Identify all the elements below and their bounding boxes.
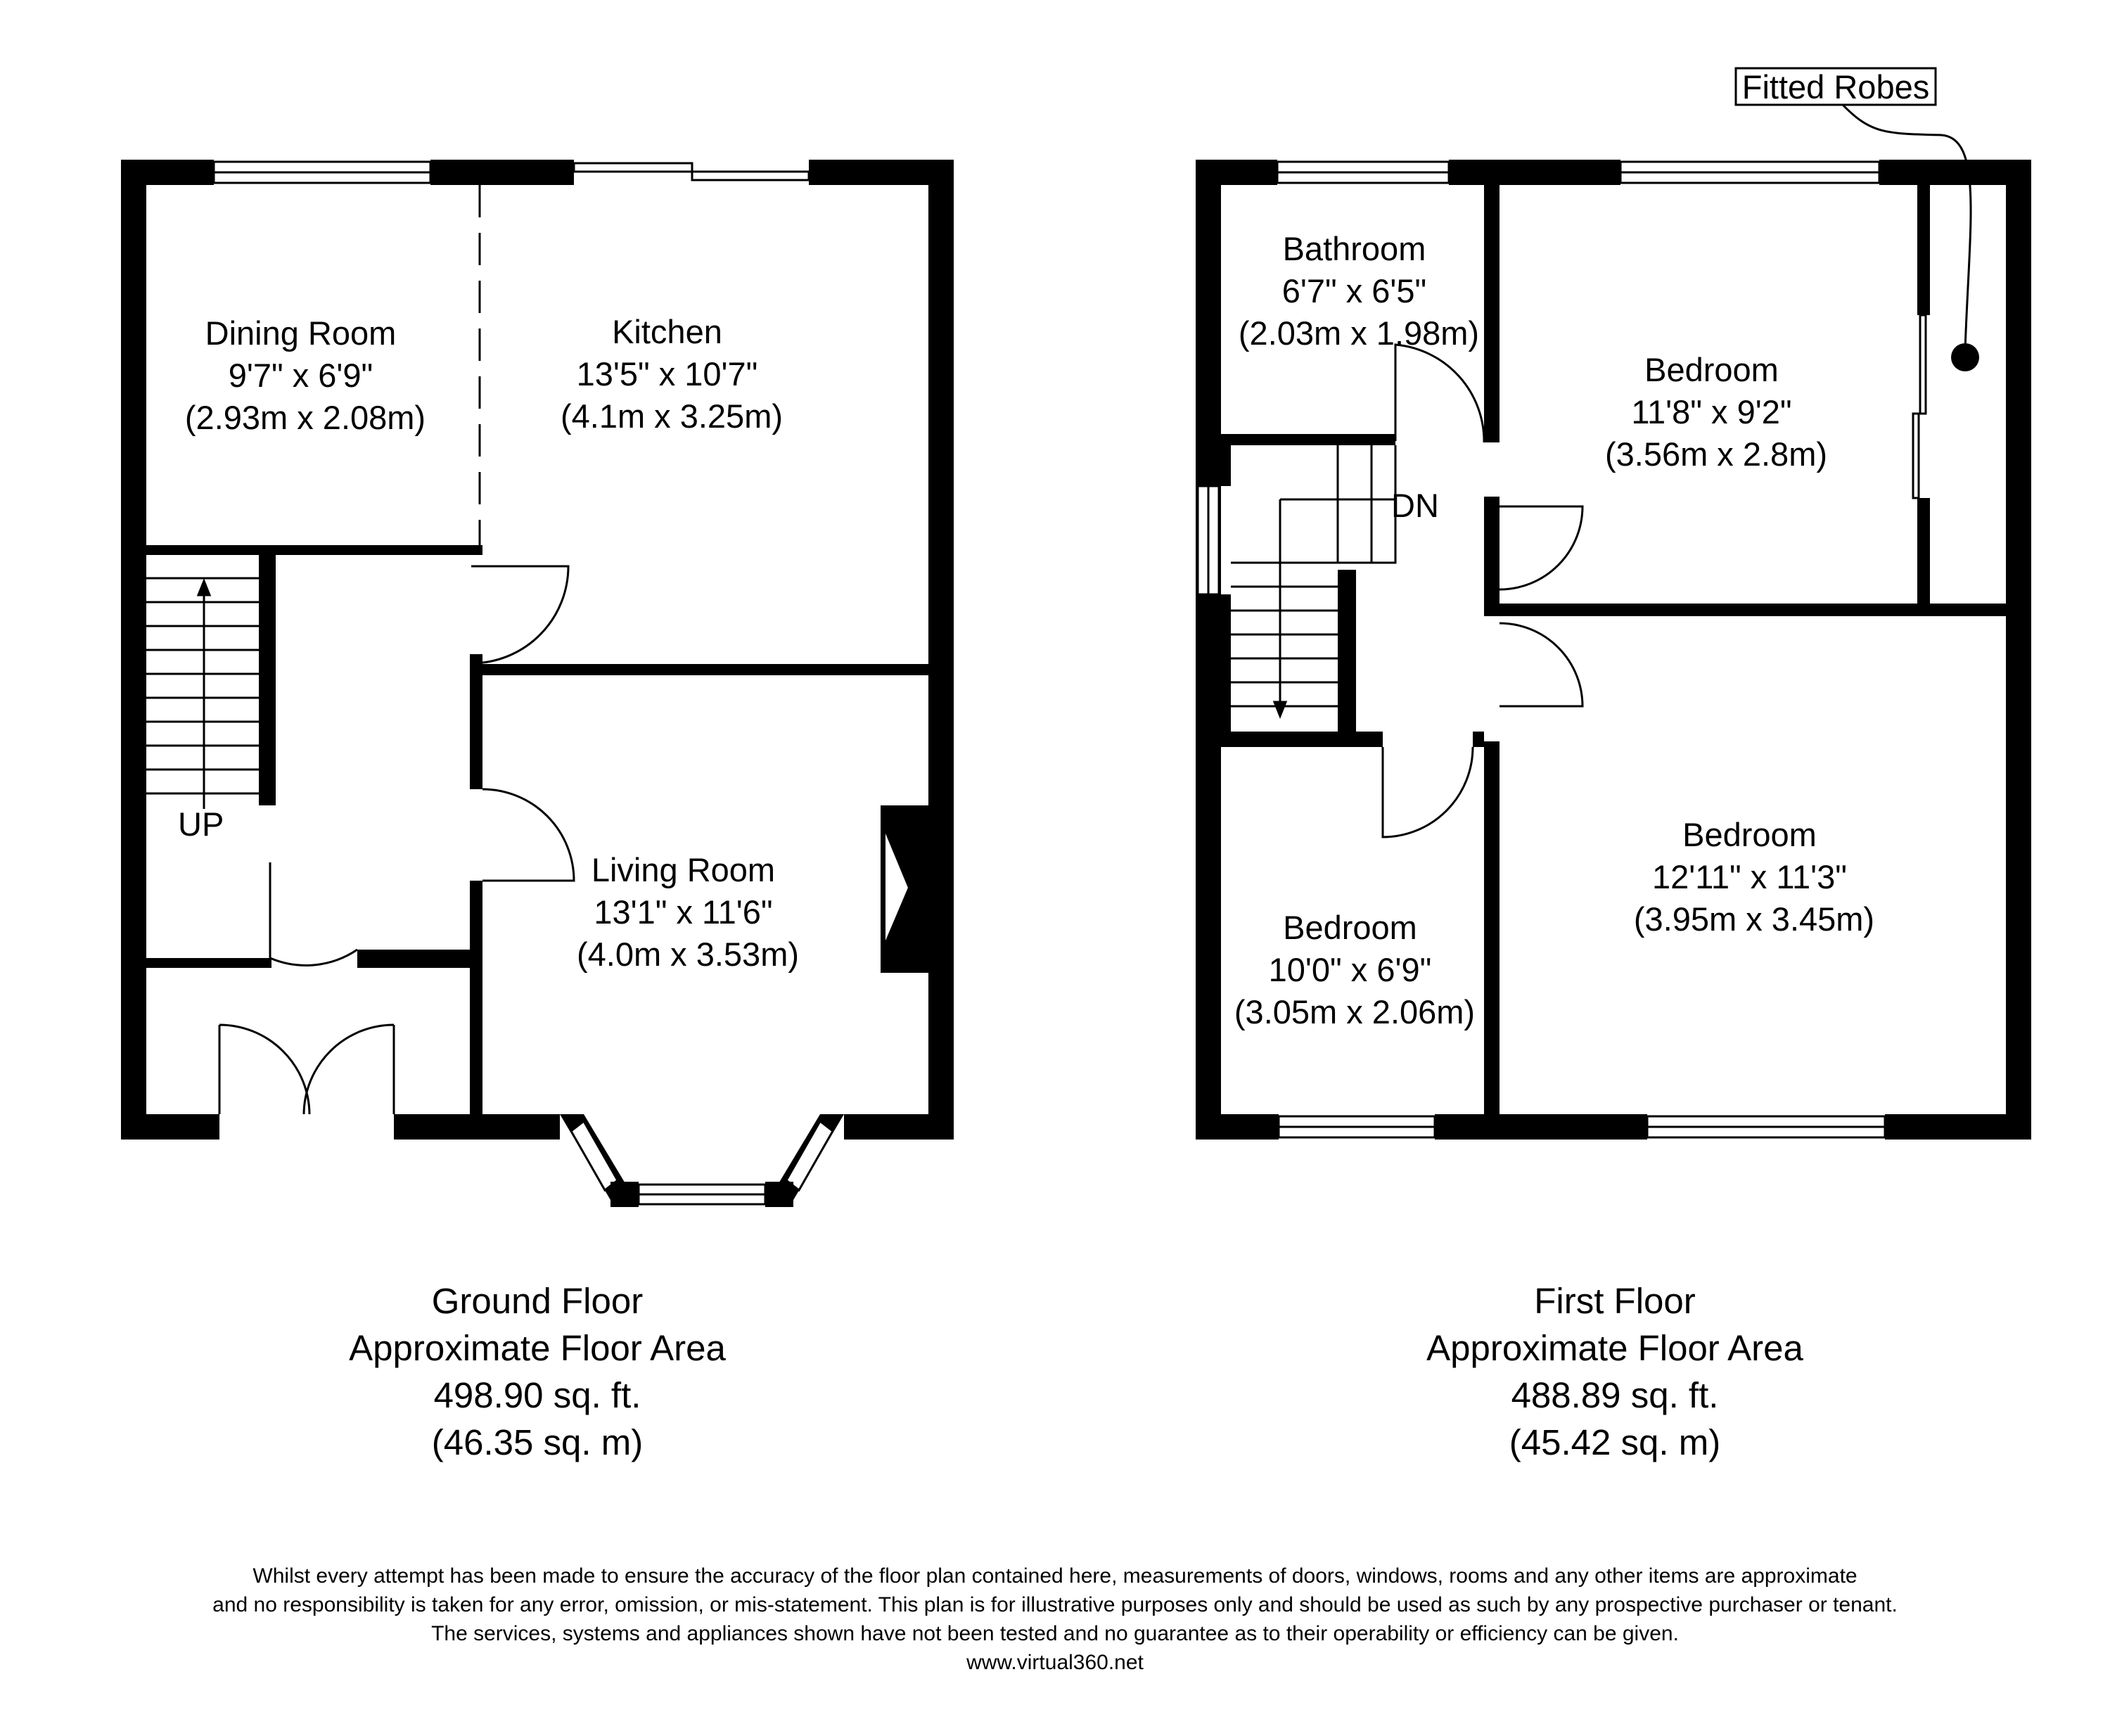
stairs-up-label: UP [178,805,224,843]
room-name-kitchen: Kitchen [612,313,722,350]
room-size-metric-bedroom-1: (3.56m x 2.8m) [1604,435,1828,473]
room-size-metric-kitchen: (4.1m x 3.25m) [560,397,784,435]
svg-text:Dining Room 9'7" x 6'9" [185,314,426,436]
room-name-dining: Dining Room [205,314,397,352]
svg-text:Living Room 13'1" x 11'6 [577,851,799,973]
svg-text:Kitchen 13'5" x 10'7" [561,313,783,435]
disclaimer-line-3: The services, systems and appliances shown have not been tested and no guarantee as to their operability or efficiency can be given. [431,1622,1679,1645]
room-name-bathroom: Bathroom [1282,230,1426,267]
room-size-metric-dining: (2.93m x 2.08m) [184,399,426,436]
disclaimer-line-1: Whilst every attempt has been made to ensure the accuracy of the floor plan contained here, measurements of doors, windows, rooms and any other items are approximate [252,1564,1858,1588]
svg-text:Bedroom 12'11" x 11'3" [1634,816,1874,938]
fitted-robes-label: Fitted Robes [1741,68,1930,106]
room-size-imperial-bedroom-3: 10'0" x 6'9" [1268,951,1432,988]
first-floor-plan [1196,68,2031,1140]
disclaimer [28,1562,2082,1677]
fitted-robes-doors [1913,315,1926,498]
svg-text:Bedroom 11'8" x 9'2" [1605,351,1827,473]
room-size-metric-living: (4.0m x 3.53m) [576,936,800,973]
first-floor-title: First Floor [1534,1281,1696,1321]
room-size-metric-bedroom-2: (3.95m x 3.45m) [1633,900,1875,938]
website-link[interactable]: www.virtual360.net [966,1651,1144,1674]
first-floor-subtitle: Approximate Floor Area [1426,1328,1803,1368]
first-floor-caption [1298,1277,1931,1466]
room-name-living: Living Room [591,851,776,888]
room-name-bedroom-1: Bedroom [1644,351,1779,388]
ground-floor-stairs [146,578,259,809]
bay-window [560,1114,844,1207]
first-floor-stairs [1231,445,1395,716]
room-name-bedroom-3: Bedroom [1283,909,1417,946]
room-size-metric-bathroom: (2.03m x 1.98m) [1238,314,1480,352]
fitted-robes-callout [1736,68,1979,371]
room-size-imperial-bathroom: 6'7" x 6'5" [1281,272,1427,309]
first-floor-area-sqm: (45.42 sq. m) [1509,1422,1721,1462]
room-size-metric-bedroom-3: (3.05m x 2.06m) [1234,993,1476,1030]
ground-floor-area-sqm: (46.35 sq. m) [431,1422,644,1462]
room-size-imperial-living: 13'1" x 11'6" [594,893,773,931]
room-size-imperial-bedroom-1: 11'8" x 9'2" [1631,393,1792,430]
room-size-imperial-bedroom-2: 12'11" x 11'3" [1652,858,1847,895]
ground-floor-plan [121,160,954,1207]
disclaimer-line-2: and no responsibility is taken for any error, omission, or mis-statement. This plan is for illustrative purposes only and should be used as such by any prospective purchaser or tenant. [212,1593,1898,1616]
first-floor-doors [1383,345,1582,837]
ground-floor-caption [221,1277,854,1466]
room-size-imperial-kitchen: 13'5" x 10'7" [576,355,758,392]
room-name-bedroom-2: Bedroom [1682,816,1817,853]
svg-text:Bedroom 10'0" x 6'9" [1234,909,1475,1030]
ground-floor-title: Ground Floor [431,1281,644,1321]
first-floor-area-sqft: 488.89 sq. ft. [1511,1375,1719,1415]
stairs-down-label: DN [1391,487,1439,524]
ground-floor-area-sqft: 498.90 sq. ft. [433,1375,641,1415]
room-size-imperial-dining: 9'7" x 6'9" [228,357,373,394]
ground-floor-subtitle: Approximate Floor Area [349,1328,726,1368]
svg-text:Bathroom 6'7" x 6'5" [1239,230,1479,352]
